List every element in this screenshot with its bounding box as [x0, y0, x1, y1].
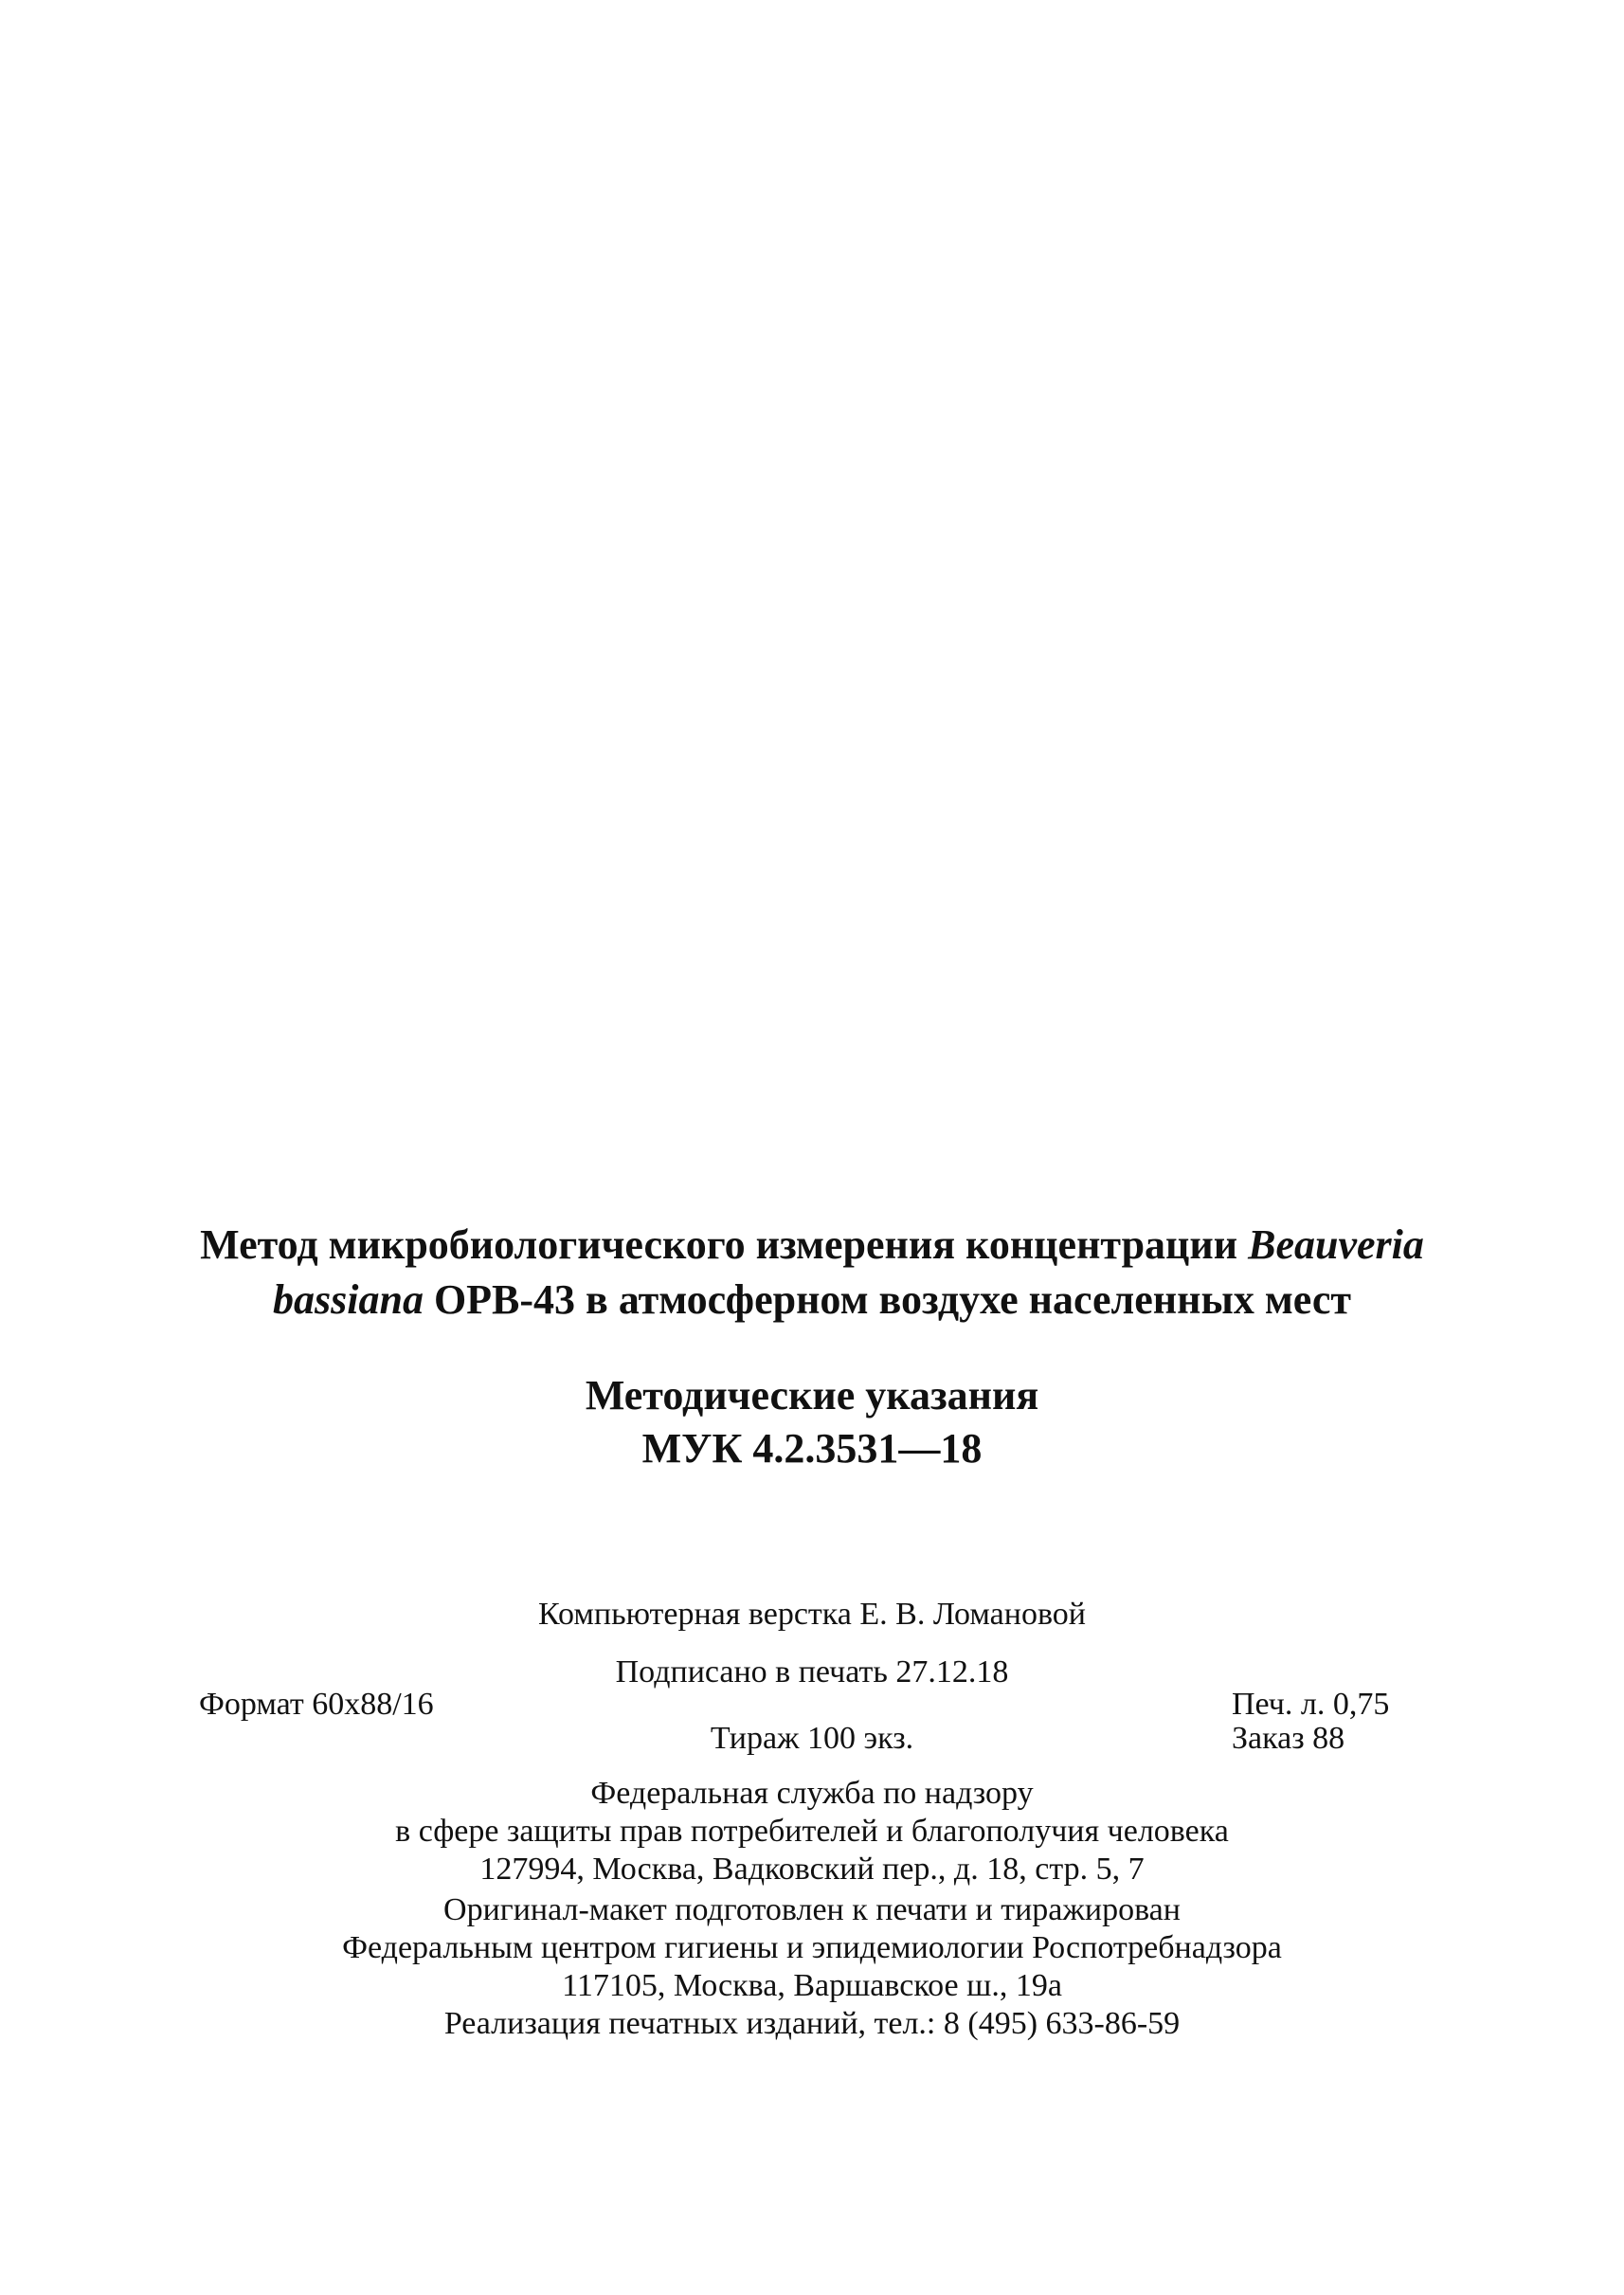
circulation: Тираж 100 экз.	[710, 1721, 914, 1756]
title-text-2: ОРВ-43 в атмосферном воздухе населенных мест	[423, 1276, 1351, 1323]
document-title-line-1	[0, 1218, 1624, 1273]
title-italic-genus: Beauveria	[1248, 1221, 1424, 1268]
sales-phone: Реализация печатных изданий, тел.: 8 (495) 633-86-59	[443, 2006, 1181, 2041]
producer-line-2: Федеральным центром гигиены и эпидемиологии Роспотребнадзора	[342, 1930, 1282, 1965]
publisher-line-1: Федеральная служба по надзору	[590, 1776, 1034, 1811]
producer-line-1: Оригинал-макет подготовлен к печати и тиражирован	[443, 1892, 1181, 1927]
typesetting-credit: Компьютерная верстка Е. В. Ломановой	[538, 1597, 1086, 1632]
document-number: МУК 4.2.3531—18	[641, 1425, 983, 1472]
publisher-line-2: в сфере защиты прав потребителей и благополучия человека	[395, 1814, 1229, 1849]
title-block	[0, 1218, 1624, 1475]
producer-address: 117105, Москва, Варшавское ш., 19а	[562, 1968, 1062, 2003]
publisher-address: 127994, Москва, Вадковский пер., д. 18, стр. 5, 7	[479, 1852, 1145, 1887]
signed-to-print: Подписано в печать 27.12.18	[615, 1654, 1009, 1690]
printed-sheets: Печ. л. 0,75	[1232, 1687, 1390, 1722]
publisher-block	[0, 1775, 1624, 1888]
order-number: Заказ 88	[1232, 1721, 1345, 1756]
document-type: Методические указания	[585, 1372, 1039, 1419]
title-text-1: Метод микробиологического измерения концентрации	[200, 1221, 1249, 1268]
title-italic-species: bassiana	[273, 1276, 424, 1323]
document-title-line-2	[0, 1273, 1624, 1328]
paper-format: Формат 60x88/16	[199, 1687, 434, 1722]
producer-block	[0, 1891, 1624, 2043]
subtitle-block	[0, 1369, 1624, 1475]
